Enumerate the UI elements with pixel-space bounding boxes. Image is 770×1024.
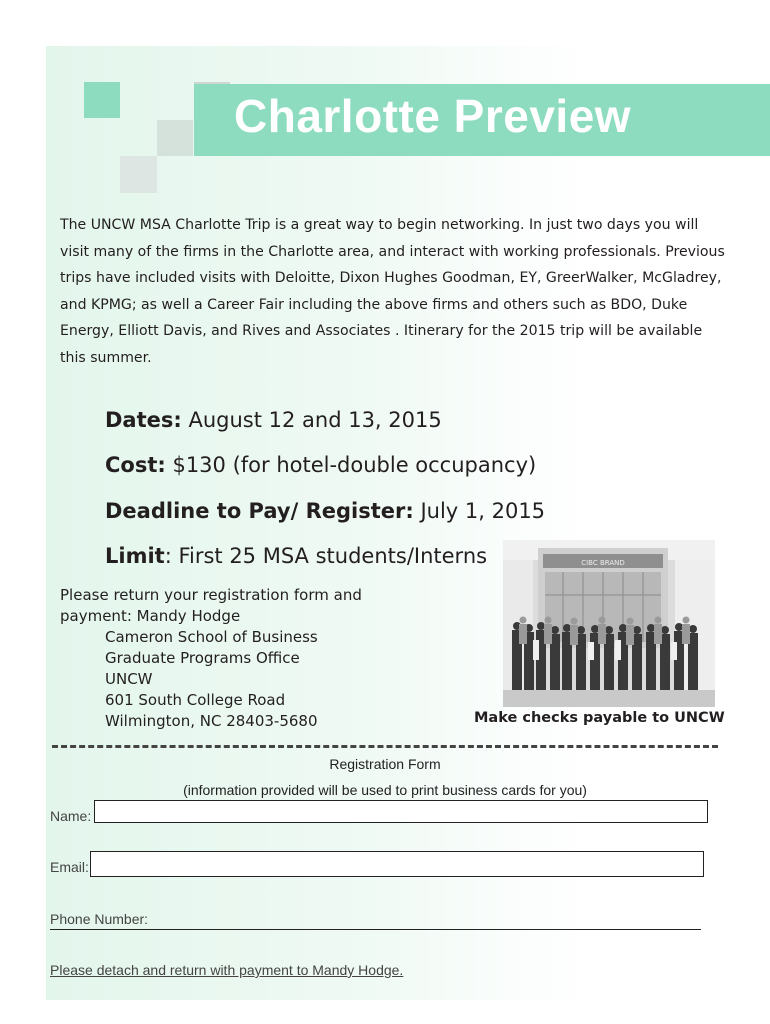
deadline-line [105, 499, 545, 523]
return-instructions [60, 585, 390, 627]
email-field[interactable] [90, 851, 704, 877]
cost-label: Cost: [105, 453, 166, 477]
dates-value: August 12 and 13, 2015 [181, 408, 442, 432]
mailing-address [105, 627, 318, 732]
phone-field[interactable] [50, 929, 701, 930]
address-line: 601 South College Road [105, 691, 286, 709]
return-line-1: Please return your registration form and [60, 586, 362, 604]
group-photo-illustration [503, 540, 715, 707]
intro-paragraph: The UNCW MSA Charlotte Trip is a great way to begin networking. In just two days you will visit many of the firms in the Charlotte area, and interact with working professionals. Previous trips have included visits with Deloitte, Dixon Hughes Goodman, EY, GreerWalker, McGladrey, and KPMG; as well a Career Fair including the above firms and others such as BDO, Duke Energy, Elliott Davis, and Rives and Associates . Itinerary for the 2015 trip will be available this summer. [60, 217, 725, 366]
email-label: Email: [50, 859, 89, 875]
checks-payable-note: Make checks payable to UNCW [474, 710, 725, 726]
cost-line [105, 453, 536, 477]
dates-line [105, 408, 442, 432]
registration-form-note: (information provided will be used to print business cards for you) [183, 782, 587, 798]
detach-instructions: Please detach and return with payment to Mandy Hodge. [50, 962, 404, 978]
decor-square-1 [84, 82, 120, 118]
limit-value: : First 25 MSA students/Interns [164, 544, 488, 568]
group-photo [503, 540, 715, 707]
limit-line [105, 544, 487, 568]
address-line: UNCW [105, 670, 153, 688]
address-line: Wilmington, NC 28403-5680 [105, 712, 318, 730]
name-label: Name: [50, 808, 92, 824]
phone-label: Phone Number: [50, 911, 149, 927]
registration-form-title: Registration Form [329, 756, 441, 772]
address-line: Cameron School of Business [105, 628, 318, 646]
page-title: Charlotte Preview [234, 90, 632, 142]
building-sign: CIBC BRAND [581, 559, 625, 567]
dates-label: Dates: [105, 408, 182, 432]
limit-label: Limit [105, 544, 165, 568]
name-field[interactable] [94, 800, 708, 823]
decor-square-3 [157, 120, 193, 156]
detach-cut-line [52, 745, 718, 748]
return-line-2: payment: Mandy Hodge [60, 607, 241, 625]
deadline-value: July 1, 2015 [413, 499, 546, 523]
address-line: Graduate Programs Office [105, 649, 300, 667]
decor-square-4 [120, 156, 157, 193]
deadline-label: Deadline to Pay/ Register: [105, 499, 414, 523]
cost-value: $130 (for hotel-double occupancy) [165, 453, 537, 477]
